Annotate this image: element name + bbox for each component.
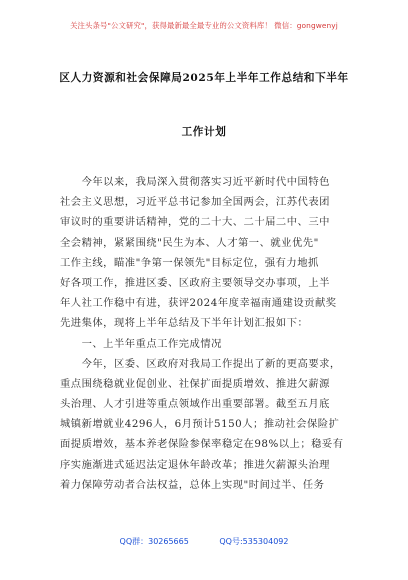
body-line: 着力保障劳动者合法权益，总体上实现"时间过半、任务 bbox=[60, 478, 325, 491]
body-line: 面提质增效，基本养老保险参保率稳定在98%以上；稳妥有 bbox=[60, 438, 344, 451]
body-line: 工作主线，瞄准"争第一保领先"目标定位，强有力地抓 bbox=[60, 256, 319, 269]
document-title-continued: 工作计划 bbox=[181, 126, 227, 138]
body-line: 重点围绕稳就业促创业、社保扩面提质增效、推进欠薪源 bbox=[60, 377, 330, 390]
body-line: 今年以来，我局深入贯彻落实习近平新时代中国特色 bbox=[60, 176, 330, 188]
footer-contacts bbox=[0, 536, 408, 547]
body-line: 序实施渐进式延迟法定退休年龄改革；推进欠薪源头治理 bbox=[60, 458, 330, 471]
body-line: 审议时的重要讲话精神，党的二十大、二十届二中、三中 bbox=[60, 216, 330, 229]
body-line: 好各项工作，推进区委、区政府主要领导交办事项，上半 bbox=[60, 276, 330, 289]
body-line: 头治理、人才引进等重点领域作出重要部署。截至五月底 bbox=[60, 398, 330, 411]
body-line: 先进集体，现将上半年总结及下半年计划汇报如下： bbox=[60, 317, 309, 330]
body-line: 年人社工作稳中有进，获评2024年度幸福南通建设贡献奖 bbox=[60, 297, 337, 310]
footer-qq-group: QQ群：30265665 bbox=[119, 537, 189, 546]
body-line: 社会主义思想，习近平总书记参加全国两会，江苏代表团 bbox=[60, 196, 330, 209]
body-line: 今年，区委、区政府对我局工作提出了新的更高要求， bbox=[60, 357, 341, 370]
header-banner: 关注头条号"公文研究"，获得最新最全最专业的公文资料库！ 微信：gongwenyj bbox=[70, 21, 338, 30]
document-title: 区人力资源和社会保障局2025年上半年工作总结和下半年 bbox=[59, 72, 349, 84]
footer-qq-number: QQ号:535304092 bbox=[219, 537, 289, 546]
section-heading: 一、上半年重点工作完成情况 bbox=[60, 337, 222, 350]
body-line: 全会精神，紧紧围绕"民生为本、人才第一、就业优先" bbox=[60, 236, 319, 249]
body-line: 城镇新增就业4296人，6月预计5150人；推动社会保险扩 bbox=[60, 418, 340, 431]
document-body bbox=[60, 172, 352, 495]
